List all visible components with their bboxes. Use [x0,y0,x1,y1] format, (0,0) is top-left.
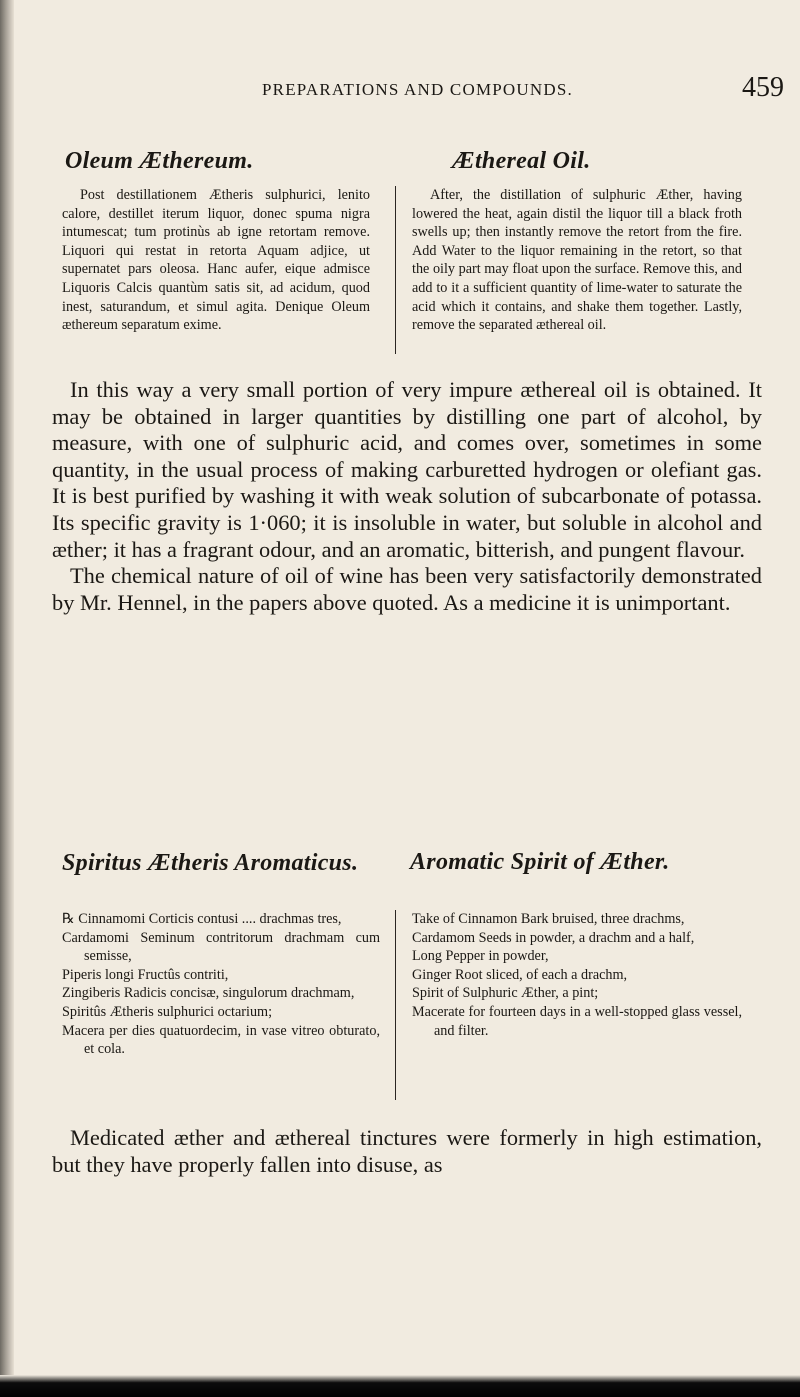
latin-recipe-instruction: Macera per dies quatuordecim, in vase vitreo obturato, et cola. [62,1022,380,1058]
latin-recipe-line: Spiritûs Ætheris sulphurici octarium; [62,1003,273,1020]
running-head: PREPARATIONS AND COMPOUNDS. [262,80,573,99]
scan-bottom-edge [0,1375,800,1397]
english-recipe-line: Spirit of Sulphuric Æther, a pint; [412,985,599,1002]
english-recipe-line: Ginger Root sliced, of each a drachm, [412,966,628,983]
latin-recipe-line: Cardamomi Seminum contritorum drachmam cum semisse, [62,929,380,965]
body-paragraph-2: The chemical nature of oil of wine has been very satisfactorily demonstrated by Mr. Hennel, in the papers above quoted. As a medicine it is unimportant. [52,563,762,615]
english-recipe-line: Take of Cinnamon Bark bruised, three drachms, [412,911,685,927]
page-edge-shadow [0,0,14,1397]
latin-text-oleum: Post destillationem Ætheris sulphurici, lenito calore, destillet iterum liquor, donec spuma nigra intumescat; tum protinùs ab igne retortam remove. Liquori qui restat in retorta Aquam adjice, ut supernatet pars oleosa. Hanc aufer, eique admisce Liquoris Calcis quantùm satis sit, ad acidum, quod inest, saturandum, et simul agita. Denique Oleum æthereum separatum exime. [62,187,370,334]
body-paragraph-3: Medicated æther and æthereal tinctures were formerly in high estimation, but they have properly fallen into disuse, as [52,1125,762,1177]
english-recipe-line: Long Pepper in powder, [412,948,549,965]
latin-recipe-line: Piperis longi Fructûs contriti, [62,966,229,983]
english-text-ethereal-oil: After, the distillation of sulphuric Æther, having lowered the heat, again distil the liquor till a black froth swells up; then instantly remove the retort from the fire. Add Water to the liquor remaining in the retort, so that the oily part may float upon the surface. Remove this, and add to it a sufficient quantity of lime-water to saturate the acid which it contains, and shake them together. Lastly, remove the separated æthereal oil. [412,187,742,334]
english-title-ethereal-oil: Æthereal Oil. [452,148,591,174]
column-divider [395,910,396,1100]
english-recipe-instruction: Macerate for fourteen days in a well-stopped glass vessel, and filter. [412,1003,742,1039]
latin-title-oleum: Oleum Æthereum. [65,148,254,174]
body-block-1 [52,377,762,616]
latin-recipe-line: Zingiberis Radicis concisæ, singulorum drachmam, [62,985,355,1002]
latin-recipe-column [62,910,380,1059]
body-paragraph-1: In this way a very small portion of very impure æthereal oil is obtained. It may be obtained in larger quantities by distilling one part of alcohol, by measure, with one of sulphuric acid, and comes over, sometimes in some quantity, in the usual process of making carburetted hydrogen or olefiant gas. It is best purified by washing it with weak solution of subcarbonate of potassa. Its specific gravity is 1·060; it is insoluble in water, but soluble in alcohol and æther; it has a fragrant odour, and an aromatic, bitterish, and pungent flavour. [52,377,762,562]
english-column-ethereal-oil [412,186,742,335]
latin-recipe-line: ℞ Cinnamomi Corticis contusi .... drachmas tres, [62,911,342,927]
english-recipe-column [412,910,742,1040]
page-header [0,72,800,112]
latin-title-spiritus: Spiritus Ætheris Aromaticus. [62,850,359,876]
english-title-aromatic-spirit: Aromatic Spirit of Æther. [410,849,670,875]
body-block-2 [52,1125,762,1178]
latin-column-oleum [62,186,370,335]
english-recipe-line: Cardamom Seeds in powder, a drachm and a half, [412,929,695,946]
page-number: 459 [742,72,784,103]
column-divider [395,186,396,354]
